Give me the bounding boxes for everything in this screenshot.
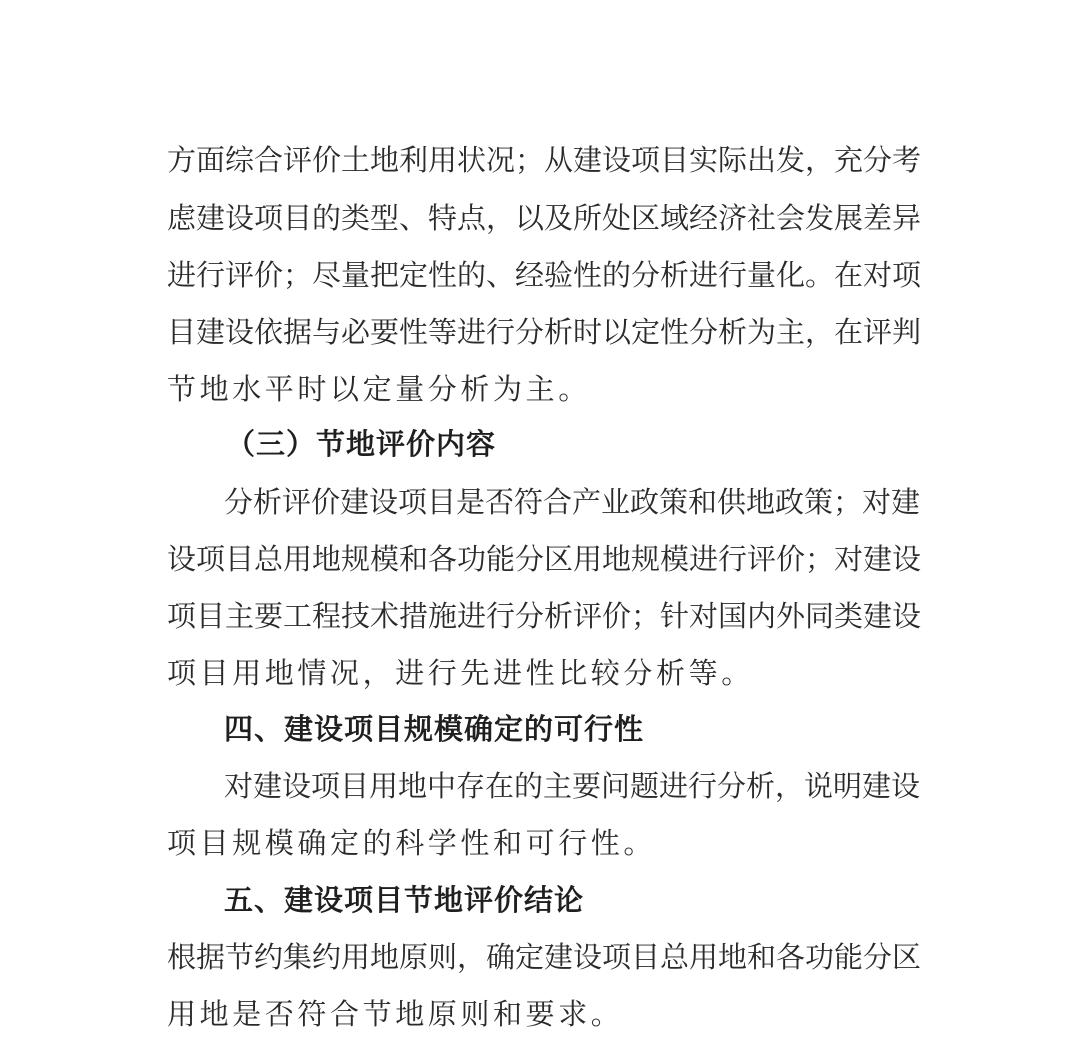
- paragraph-line: 进行评价；尽量把定性的、经验性的分析进行量化。在对项: [167, 258, 922, 292]
- paragraph-line: 项目主要工程技术措施进行分析评价；针对国内外同类建设: [167, 599, 922, 633]
- paragraph-line: 设项目总用地规模和各功能分区用地规模进行评价；对建设: [167, 542, 922, 576]
- paragraph-line: 目建设依据与必要性等进行分析时以定性分析为主，在评判: [167, 315, 922, 349]
- paragraph-line: 方面综合评价土地利用状况；从建设项目实际出发，充分考: [167, 143, 922, 177]
- paragraph-line: 项目规模确定的科学性和可行性。: [167, 826, 657, 860]
- paragraph-line: 分析评价建设项目是否符合产业政策和供地政策；对建: [224, 485, 921, 519]
- paragraph-line: 对建设项目用地中存在的主要问题进行分析，说明建设: [224, 769, 921, 803]
- section-3-heading: （三）节地评价内容: [226, 427, 497, 461]
- paragraph-line: 节地水平时以定量分析为主。: [167, 372, 591, 406]
- paragraph-line: 项目用地情况，进行先进性比较分析等。: [167, 656, 754, 690]
- section-4-heading: 四、建设项目规模确定的可行性: [224, 712, 645, 746]
- paragraph-line: 根据节约集约用地原则，确定建设项目总用地和各功能分区: [167, 940, 922, 974]
- paragraph-line: 虑建设项目的类型、特点，以及所处区域经济社会发展差异: [167, 201, 922, 235]
- paragraph-line: 用地是否符合节地原则和要求。: [167, 997, 624, 1031]
- section-5-heading: 五、建设项目节地评价结论: [224, 883, 585, 917]
